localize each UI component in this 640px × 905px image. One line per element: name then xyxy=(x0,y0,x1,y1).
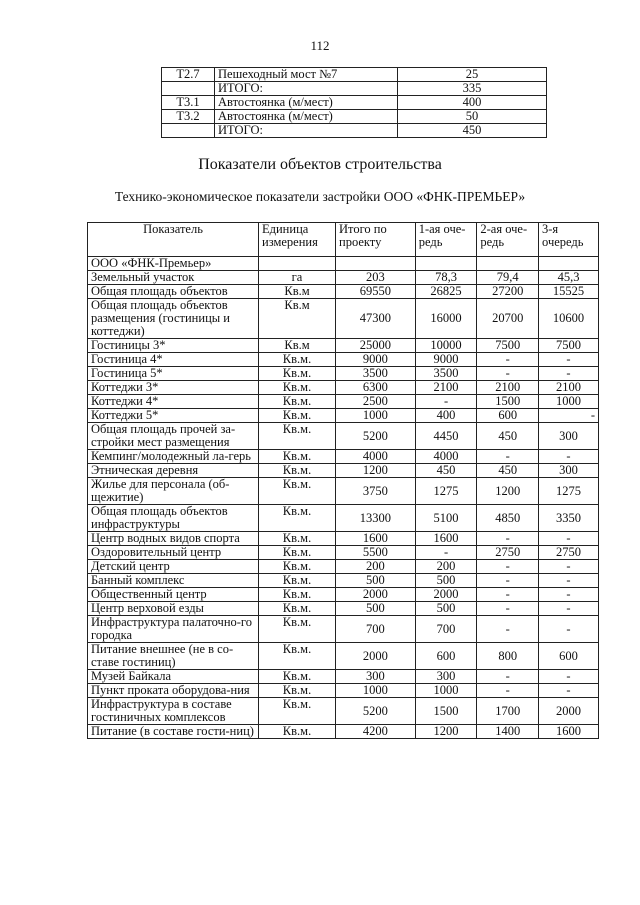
cell-total: 13300 xyxy=(336,505,416,532)
cell-stage-3: 600 xyxy=(539,643,599,670)
table-title: Технико-экономическое показатели застройки ООО «ФНК-ПРЕМЬЕР» xyxy=(114,189,526,204)
cell-stage-3: 1600 xyxy=(539,725,599,739)
cell-stage-1: 16000 xyxy=(415,299,477,339)
cell-total: 4000 xyxy=(336,450,416,464)
top-table xyxy=(161,67,547,138)
cell-stage-3: - xyxy=(539,353,599,367)
group-empty-cell xyxy=(477,257,539,271)
table-row xyxy=(88,450,599,464)
cell-total: 4200 xyxy=(336,725,416,739)
table-row xyxy=(88,684,599,698)
cell-unit: Кв.м. xyxy=(259,602,336,616)
cell-indicator: Общая площадь объектов xyxy=(88,285,259,299)
cell-stage-1: 10000 xyxy=(415,339,477,353)
cell-stage-2: 1500 xyxy=(477,395,539,409)
table-row xyxy=(88,409,599,423)
top-table-value: 335 xyxy=(398,82,547,96)
cell-indicator: Центр верховой езды xyxy=(88,602,259,616)
cell-indicator: Детский центр xyxy=(88,560,259,574)
cell-stage-2: 4850 xyxy=(477,505,539,532)
cell-stage-2: 1200 xyxy=(477,478,539,505)
cell-unit: Кв.м. xyxy=(259,395,336,409)
cell-stage-3: - xyxy=(539,588,599,602)
cell-unit: Кв.м. xyxy=(259,670,336,684)
cell-total: 25000 xyxy=(336,339,416,353)
cell-total: 2000 xyxy=(336,643,416,670)
table-row xyxy=(88,381,599,395)
cell-unit: Кв.м. xyxy=(259,574,336,588)
table-row xyxy=(88,353,599,367)
table-row xyxy=(88,285,599,299)
cell-unit: Кв.м xyxy=(259,299,336,339)
cell-unit: Кв.м. xyxy=(259,725,336,739)
cell-stage-3: - xyxy=(539,616,599,643)
cell-stage-3: - xyxy=(539,450,599,464)
cell-indicator: Банный комплекс xyxy=(88,574,259,588)
header-stage-3: 3-я очередь xyxy=(539,223,599,257)
cell-stage-2: 450 xyxy=(477,464,539,478)
cell-indicator: Гостиница 5* xyxy=(88,367,259,381)
top-table-value: 400 xyxy=(398,96,547,110)
group-empty-cell xyxy=(415,257,477,271)
cell-stage-1: 1000 xyxy=(415,684,477,698)
top-table-row xyxy=(162,110,547,124)
cell-total: 1000 xyxy=(336,409,416,423)
group-row xyxy=(88,257,599,271)
table-row xyxy=(88,423,599,450)
table-row xyxy=(88,560,599,574)
cell-stage-2: 20700 xyxy=(477,299,539,339)
cell-stage-1: 1500 xyxy=(415,698,477,725)
cell-total: 300 xyxy=(336,670,416,684)
header-unit: Единица измерения xyxy=(259,223,336,257)
cell-stage-3: - xyxy=(539,532,599,546)
header-stage-2: 2-ая оче-редь xyxy=(477,223,539,257)
top-table-value: 50 xyxy=(398,110,547,124)
cell-stage-3: - xyxy=(539,602,599,616)
cell-stage-1: 500 xyxy=(415,574,477,588)
cell-stage-2: - xyxy=(477,670,539,684)
cell-total: 5200 xyxy=(336,698,416,725)
cell-stage-2: - xyxy=(477,560,539,574)
cell-total: 3750 xyxy=(336,478,416,505)
cell-stage-2: - xyxy=(477,684,539,698)
cell-indicator: Оздоровительный центр xyxy=(88,546,259,560)
cell-stage-3: - xyxy=(539,560,599,574)
cell-unit: Кв.м. xyxy=(259,505,336,532)
cell-total: 203 xyxy=(336,271,416,285)
cell-stage-1: - xyxy=(415,395,477,409)
table-row xyxy=(88,588,599,602)
cell-unit: Кв.м. xyxy=(259,643,336,670)
cell-total: 200 xyxy=(336,560,416,574)
cell-stage-3: 15525 xyxy=(539,285,599,299)
top-table-name: Автостоянка (м/мест) xyxy=(215,110,398,124)
table-row xyxy=(88,367,599,381)
cell-indicator: Коттеджи 3* xyxy=(88,381,259,395)
header-row xyxy=(88,223,599,257)
cell-stage-1: 1275 xyxy=(415,478,477,505)
cell-indicator: Общая площадь объектов инфраструктуры xyxy=(88,505,259,532)
top-table-value: 450 xyxy=(398,124,547,138)
cell-stage-2: - xyxy=(477,616,539,643)
cell-stage-3: 10600 xyxy=(539,299,599,339)
cell-indicator: Инфраструктура в составе гостиничных комплексов xyxy=(88,698,259,725)
cell-stage-2: 1700 xyxy=(477,698,539,725)
header-indicator: Показатель xyxy=(88,223,259,257)
cell-stage-2: 2750 xyxy=(477,546,539,560)
cell-unit: Кв.м. xyxy=(259,464,336,478)
cell-unit: Кв.м. xyxy=(259,616,336,643)
cell-total: 500 xyxy=(336,574,416,588)
cell-unit: Кв.м xyxy=(259,339,336,353)
cell-stage-1: 3500 xyxy=(415,367,477,381)
top-table-name: Автостоянка (м/мест) xyxy=(215,96,398,110)
top-table-code: Т3.2 xyxy=(162,110,215,124)
cell-stage-1: 200 xyxy=(415,560,477,574)
cell-stage-2: 79,4 xyxy=(477,271,539,285)
cell-stage-2: 450 xyxy=(477,423,539,450)
cell-total: 1000 xyxy=(336,684,416,698)
cell-total: 2500 xyxy=(336,395,416,409)
cell-stage-2: 800 xyxy=(477,643,539,670)
cell-total: 1600 xyxy=(336,532,416,546)
cell-unit: Кв.м. xyxy=(259,423,336,450)
cell-stage-1: 4450 xyxy=(415,423,477,450)
cell-total: 700 xyxy=(336,616,416,643)
cell-indicator: Жилье для персонала (об-щежитие) xyxy=(88,478,259,505)
cell-indicator: Центр водных видов спорта xyxy=(88,532,259,546)
cell-total: 3500 xyxy=(336,367,416,381)
table-row xyxy=(88,602,599,616)
cell-unit: Кв.м. xyxy=(259,353,336,367)
table-row xyxy=(88,532,599,546)
cell-stage-3: 300 xyxy=(539,464,599,478)
cell-indicator: Гостиницы 3* xyxy=(88,339,259,353)
cell-stage-2: - xyxy=(477,574,539,588)
table-row xyxy=(88,725,599,739)
cell-stage-3: 3350 xyxy=(539,505,599,532)
cell-unit: Кв.м. xyxy=(259,532,336,546)
cell-stage-3: 7500 xyxy=(539,339,599,353)
section-title: Показатели объектов строительства xyxy=(198,156,442,173)
cell-stage-1: 1200 xyxy=(415,725,477,739)
table-row xyxy=(88,643,599,670)
top-table-code: Т3.1 xyxy=(162,96,215,110)
group-empty-cell xyxy=(539,257,599,271)
table-row xyxy=(88,574,599,588)
cell-unit: Кв.м. xyxy=(259,478,336,505)
cell-stage-1: 300 xyxy=(415,670,477,684)
cell-stage-3: - xyxy=(539,574,599,588)
table-row xyxy=(88,464,599,478)
cell-stage-3: - xyxy=(539,367,599,381)
cell-total: 2000 xyxy=(336,588,416,602)
cell-stage-1: 2000 xyxy=(415,588,477,602)
cell-stage-1: 78,3 xyxy=(415,271,477,285)
cell-indicator: Коттеджи 5* xyxy=(88,409,259,423)
cell-indicator: Кемпинг/молодежный ла-герь xyxy=(88,450,259,464)
group-empty-cell xyxy=(259,257,336,271)
table-row xyxy=(88,339,599,353)
top-table-code xyxy=(162,124,215,138)
cell-stage-2: - xyxy=(477,532,539,546)
cell-stage-2: 27200 xyxy=(477,285,539,299)
page-number: 112 xyxy=(310,38,330,53)
top-table-row xyxy=(162,82,547,96)
cell-indicator: Гостиница 4* xyxy=(88,353,259,367)
cell-unit: Кв.м. xyxy=(259,546,336,560)
indicators-table xyxy=(87,222,599,739)
cell-stage-2: - xyxy=(477,588,539,602)
cell-stage-3: 2100 xyxy=(539,381,599,395)
cell-stage-3: - xyxy=(539,684,599,698)
cell-stage-1: 4000 xyxy=(415,450,477,464)
top-table-name: Пешеходный мост №7 xyxy=(215,68,398,82)
top-table-name: ИТОГО: xyxy=(215,82,398,96)
table-row xyxy=(88,395,599,409)
cell-stage-2: - xyxy=(477,353,539,367)
table-row xyxy=(88,670,599,684)
cell-unit: Кв.м. xyxy=(259,588,336,602)
table-row xyxy=(88,698,599,725)
top-table-value: 25 xyxy=(398,68,547,82)
cell-stage-3: 45,3 xyxy=(539,271,599,285)
cell-stage-2: 7500 xyxy=(477,339,539,353)
cell-stage-3: 2000 xyxy=(539,698,599,725)
cell-indicator: Пункт проката оборудова-ния xyxy=(88,684,259,698)
cell-stage-2: 1400 xyxy=(477,725,539,739)
cell-stage-1: 1600 xyxy=(415,532,477,546)
cell-stage-2: - xyxy=(477,602,539,616)
cell-indicator: Питание (в составе гости-ниц) xyxy=(88,725,259,739)
table-row xyxy=(88,299,599,339)
cell-stage-3: - xyxy=(539,409,599,423)
cell-indicator: Коттеджи 4* xyxy=(88,395,259,409)
cell-unit: га xyxy=(259,271,336,285)
top-table-row xyxy=(162,96,547,110)
cell-stage-2: - xyxy=(477,450,539,464)
cell-stage-1: 5100 xyxy=(415,505,477,532)
cell-unit: Кв.м. xyxy=(259,409,336,423)
header-stage-1: 1-ая оче-редь xyxy=(415,223,477,257)
cell-indicator: Этническая деревня xyxy=(88,464,259,478)
cell-stage-2: 600 xyxy=(477,409,539,423)
cell-indicator: Музей Байкала xyxy=(88,670,259,684)
cell-unit: Кв.м. xyxy=(259,381,336,395)
cell-total: 47300 xyxy=(336,299,416,339)
cell-stage-3: - xyxy=(539,670,599,684)
top-table-row xyxy=(162,68,547,82)
table-row xyxy=(88,478,599,505)
cell-stage-1: - xyxy=(415,546,477,560)
cell-unit: Кв.м. xyxy=(259,698,336,725)
cell-stage-2: - xyxy=(477,367,539,381)
cell-unit: Кв.м xyxy=(259,285,336,299)
cell-indicator: Земельный участок xyxy=(88,271,259,285)
group-label: ООО «ФНК-Премьер» xyxy=(88,257,259,271)
top-table-code: Т2.7 xyxy=(162,68,215,82)
cell-unit: Кв.м. xyxy=(259,684,336,698)
cell-total: 6300 xyxy=(336,381,416,395)
table-row xyxy=(88,505,599,532)
cell-stage-3: 1000 xyxy=(539,395,599,409)
cell-unit: Кв.м. xyxy=(259,367,336,381)
cell-stage-1: 450 xyxy=(415,464,477,478)
group-empty-cell xyxy=(336,257,416,271)
cell-stage-1: 9000 xyxy=(415,353,477,367)
cell-indicator: Общая площадь прочей за-стройки мест размещения xyxy=(88,423,259,450)
cell-indicator: Инфраструктура палаточно-го городка xyxy=(88,616,259,643)
cell-unit: Кв.м. xyxy=(259,450,336,464)
table-row xyxy=(88,616,599,643)
cell-stage-1: 600 xyxy=(415,643,477,670)
top-table-row xyxy=(162,124,547,138)
cell-indicator: Питание внешнее (не в со-ставе гостиниц) xyxy=(88,643,259,670)
cell-total: 500 xyxy=(336,602,416,616)
table-row xyxy=(88,271,599,285)
cell-indicator: Общественный центр xyxy=(88,588,259,602)
cell-unit: Кв.м. xyxy=(259,560,336,574)
top-table-code xyxy=(162,82,215,96)
cell-total: 9000 xyxy=(336,353,416,367)
cell-stage-3: 2750 xyxy=(539,546,599,560)
cell-total: 5500 xyxy=(336,546,416,560)
top-table-name: ИТОГО: xyxy=(215,124,398,138)
cell-total: 5200 xyxy=(336,423,416,450)
cell-stage-1: 500 xyxy=(415,602,477,616)
table-row xyxy=(88,546,599,560)
cell-total: 69550 xyxy=(336,285,416,299)
cell-total: 1200 xyxy=(336,464,416,478)
cell-stage-1: 26825 xyxy=(415,285,477,299)
cell-stage-3: 1275 xyxy=(539,478,599,505)
cell-stage-1: 400 xyxy=(415,409,477,423)
cell-stage-2: 2100 xyxy=(477,381,539,395)
cell-indicator: Общая площадь объектов размещения (гостиницы и коттеджи) xyxy=(88,299,259,339)
header-total: Итого по проекту xyxy=(336,223,416,257)
cell-stage-3: 300 xyxy=(539,423,599,450)
cell-stage-1: 700 xyxy=(415,616,477,643)
cell-stage-1: 2100 xyxy=(415,381,477,395)
